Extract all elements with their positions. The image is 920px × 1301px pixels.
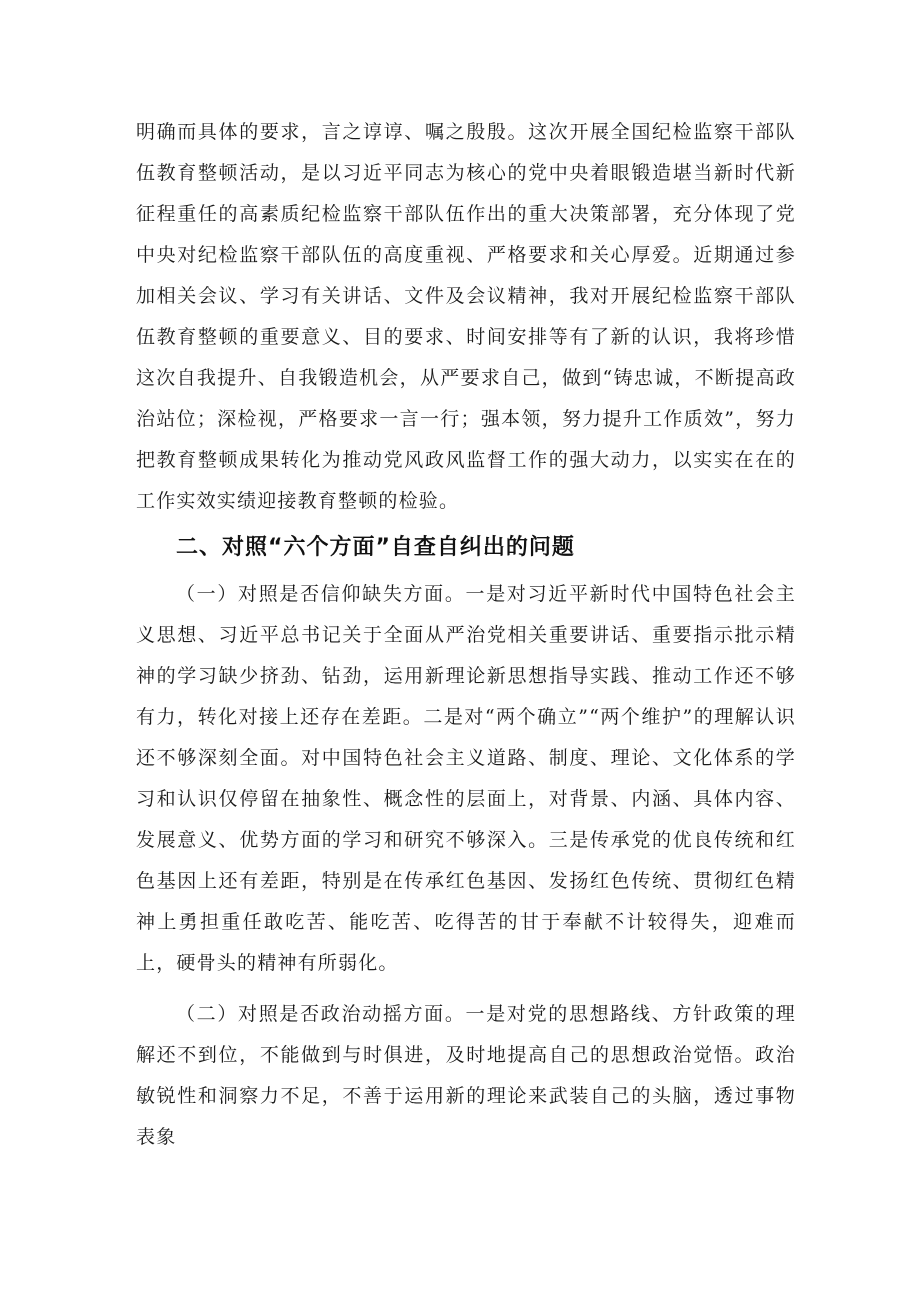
paragraph-section-one: （一）对照是否信仰缺失方面。一是对习近平新时代中国特色社会主义思想、习近平总书记关于全面从严治党相关重要讲话、重要指示批示精神的学习缺少挤劲、钻劲，运用新理论新思想指导实践、推动工作还不够有力，转化对接上还存在差距。二是对“两个确立”“两个维护”的理解认识还不够深刻全面。对中国特色社会主义道路、制度、理论、文化体系的学习和认识仅停留在抽象性、概念性的层面上，对背景、内涵、具体内容、发展意义、优势方面的学习和研究不够深入。三是传承党的优良传统和红色基因上还有差距，特别是在传承红色基因、发扬红色传统、贯彻红色精神上勇担重任敢吃苦、能吃苦、吃得苦的甘于奉献不计较得失，迎难而上，硬骨头的精神有所弱化。: [136, 583, 796, 974]
paragraph-section-two: （二）对照是否政治动摇方面。一是对党的思想路线、方针政策的理解还不到位，不能做到与时俱进，及时地提高自己的思想政治觉悟。政治敏锐性和洞察力不足，不善于运用新的理论来武装自己的头脑，透过事物表象: [136, 1003, 796, 1148]
document-body: [136, 112, 796, 1158]
paragraph-intro-continuation: 明确而具体的要求，言之谆谆、嘱之殷殷。这次开展全国纪检监察干部队伍教育整顿活动，是以习近平同志为核心的党中央着眼锻造堪当新时代新征程重任的高素质纪检监察干部队伍作出的重大决策部署，充分体现了党中央对纪检监察干部队伍的高度重视、严格要求和关心厚爱。近期通过参加相关会议、学习有关讲话、文件及会议精神，我对开展纪检监察干部队伍教育整顿的重要意义、目的要求、时间安排等有了新的认识，我将珍惜这次自我提升、自我锻造机会，从严要求自己，做到“铸忠诚，不断提高政治站位；深检视，严格要求一言一行；强本领，努力提升工作质效”，努力把教育整顿成果转化为推动党风政风监督工作的强大动力，以实实在在的工作实效实绩迎接教育整顿的检验。: [136, 121, 796, 512]
section-heading-two: 二、对照“六个方面”自查自纠出的问题: [176, 535, 575, 560]
